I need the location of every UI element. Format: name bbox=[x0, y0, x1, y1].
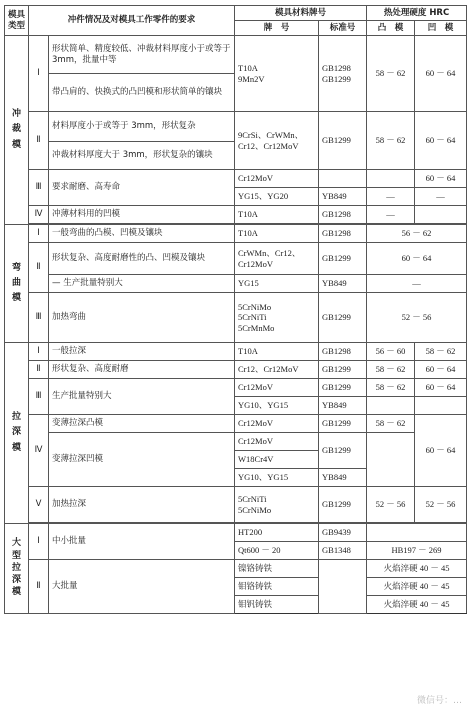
material-cell: CrWMn、Cr12、Cr12MoV bbox=[235, 243, 319, 275]
material-cell: T10A bbox=[235, 225, 319, 243]
group-I: Ⅰ bbox=[29, 343, 49, 361]
hardness-cell bbox=[367, 524, 467, 542]
material-cell: 镍铬铸铁 bbox=[235, 560, 319, 578]
group-IV: Ⅳ bbox=[29, 415, 49, 487]
hardness-cell: — bbox=[367, 275, 467, 293]
hardness-cell: 火焰淬硬 40 － 45 bbox=[367, 560, 467, 578]
material-cell: Cr12MoV bbox=[235, 415, 319, 433]
die-hardness-cell: 60 － 64 bbox=[415, 170, 467, 188]
material-cell: 钼铬铸铁 bbox=[235, 578, 319, 596]
requirement-cell: 中小批量 bbox=[49, 524, 235, 560]
die-hardness-cell bbox=[415, 206, 467, 224]
die-hardness-cell: 52 － 56 bbox=[415, 487, 467, 523]
material-cell: YG15、YG20 bbox=[235, 188, 319, 206]
die-hardness-cell: 60 － 64 bbox=[415, 379, 467, 397]
hardness-cell: 火焰淬硬 40 － 45 bbox=[367, 596, 467, 614]
material-cell: Cr12MoV bbox=[235, 170, 319, 188]
requirement-cell: 形状复杂、高度耐磨 bbox=[49, 361, 235, 379]
punch-hardness-cell bbox=[367, 397, 415, 415]
requirement-cell: 大批量 bbox=[49, 560, 235, 614]
material-cell: Cr12MoV bbox=[235, 379, 319, 397]
requirement-cell: 变薄拉深凸模 bbox=[49, 415, 235, 433]
material-cell: 5CrNiMo 5CrNiTi 5CrMnMo bbox=[235, 293, 319, 343]
group-III: Ⅲ bbox=[29, 170, 49, 206]
standard-cell: YB849 bbox=[319, 397, 367, 415]
material-cell: T10A bbox=[235, 343, 319, 361]
requirement-cell: 形状复杂、高度耐磨性的凸、凹模及镶块 bbox=[49, 243, 235, 275]
standard-cell: YB849 bbox=[319, 275, 367, 293]
die-hardness-cell bbox=[415, 397, 467, 415]
group-V: Ⅴ bbox=[29, 487, 49, 523]
header-standard: 标准号 bbox=[319, 21, 367, 36]
header-punch: 凸 模 bbox=[367, 21, 415, 36]
requirement-cell: 一般弯曲的凸模、凹模及镶块 bbox=[49, 225, 235, 243]
punch-hardness-cell: 58 － 62 bbox=[367, 112, 415, 170]
standard-cell bbox=[319, 560, 367, 614]
punch-hardness-cell: 58 － 62 bbox=[367, 379, 415, 397]
punch-hardness-cell bbox=[367, 433, 415, 487]
punch-hardness-cell: 56 － 60 bbox=[367, 343, 415, 361]
punch-hardness-cell: 58 － 62 bbox=[367, 415, 415, 433]
material-cell: 5CrNiTi 5CrNiMo bbox=[235, 487, 319, 523]
header-hardness: 热处理硬度 HRC bbox=[367, 6, 467, 21]
mold-material-table bbox=[4, 5, 467, 614]
type-drawing-die: 拉 深 模 bbox=[5, 343, 29, 524]
material-cell: HT200 bbox=[235, 524, 319, 542]
requirement-cell: 冲薄材料用的凹模 bbox=[49, 206, 235, 224]
punch-hardness-cell: 58 － 62 bbox=[367, 36, 415, 112]
type-large-drawing-die: 大 型 拉 深 模 bbox=[5, 524, 29, 614]
material-cell: W18Cr4V bbox=[235, 451, 319, 469]
die-hardness-cell: 60 － 64 bbox=[415, 112, 467, 170]
standard-cell: GB1298 bbox=[319, 206, 367, 224]
requirement-cell: 形状简单、精度较低、冲裁材料厚度小于或等于 3mm，批量中等 bbox=[49, 36, 235, 74]
requirement-cell: 加热弯曲 bbox=[49, 293, 235, 343]
hardness-cell: 52 － 56 bbox=[367, 293, 467, 343]
requirement-cell: 冲裁材料厚度大于 3mm，形状复杂的镶块 bbox=[49, 142, 235, 170]
requirement-cell: 要求耐磨、高寿命 bbox=[49, 170, 235, 206]
standard-cell: GB1299 bbox=[319, 379, 367, 397]
die-hardness-cell: 60 － 64 bbox=[415, 361, 467, 379]
standard-cell: GB1299 bbox=[319, 293, 367, 343]
group-II: Ⅱ bbox=[29, 560, 49, 614]
group-IV: Ⅳ bbox=[29, 206, 49, 224]
requirement-cell: 一般拉深 bbox=[49, 343, 235, 361]
standard-cell: GB1299 bbox=[319, 243, 367, 275]
hardness-cell: 60 － 64 bbox=[367, 243, 467, 275]
requirement-cell: 材料厚度小于或等于 3mm，形状复杂 bbox=[49, 112, 235, 142]
group-II: Ⅱ bbox=[29, 243, 49, 293]
standard-cell: GB1298 bbox=[319, 225, 367, 243]
punch-hardness-cell bbox=[367, 170, 415, 188]
standard-cell: GB1299 bbox=[319, 433, 367, 469]
requirement-cell: 带凸肩的、快换式的凸凹模和形状简单的镶块 bbox=[49, 74, 235, 112]
requirement-cell: 生产批量特别大 bbox=[49, 379, 235, 415]
punch-hardness-cell: 52 － 56 bbox=[367, 487, 415, 523]
group-II: Ⅱ bbox=[29, 112, 49, 170]
punch-hardness-cell: — bbox=[367, 188, 415, 206]
material-cell: YG10、YG15 bbox=[235, 397, 319, 415]
standard-cell: YB849 bbox=[319, 469, 367, 487]
header-material: 模具材料牌号 bbox=[235, 6, 367, 21]
material-cell: T10A bbox=[235, 206, 319, 224]
hardness-cell: 56 － 62 bbox=[367, 225, 467, 243]
standard-cell: GB1298 GB1299 bbox=[319, 36, 367, 112]
group-I: Ⅰ bbox=[29, 36, 49, 112]
die-hardness-cell: 58 － 62 bbox=[415, 343, 467, 361]
standard-cell: YB849 bbox=[319, 188, 367, 206]
die-hardness-cell: 60 － 64 bbox=[415, 415, 467, 487]
header-mold-type: 模具类型 bbox=[5, 6, 29, 36]
header-die: 凹 模 bbox=[415, 21, 467, 36]
standard-cell: GB1299 bbox=[319, 361, 367, 379]
standard-cell: GB9439 bbox=[319, 524, 367, 542]
group-III: Ⅲ bbox=[29, 293, 49, 343]
punch-hardness-cell: 58 － 62 bbox=[367, 361, 415, 379]
punch-hardness-cell: — bbox=[367, 206, 415, 224]
standard-cell: GB1299 bbox=[319, 112, 367, 170]
hardness-cell: HB197 － 269 bbox=[367, 542, 467, 560]
type-bending-die: 弯 曲 模 bbox=[5, 225, 29, 343]
material-cell: T10A 9Mn2V bbox=[235, 36, 319, 112]
material-cell: YG15 bbox=[235, 275, 319, 293]
watermark: 微信号：… bbox=[416, 696, 462, 706]
material-cell: Cr12MoV bbox=[235, 433, 319, 451]
requirement-cell: — 生产批量特别大 bbox=[49, 275, 235, 293]
group-III: Ⅲ bbox=[29, 379, 49, 415]
group-I: Ⅰ bbox=[29, 524, 49, 560]
material-cell: 9CrSi、CrWMn、Cr12、Cr12MoV bbox=[235, 112, 319, 170]
standard-cell bbox=[319, 170, 367, 188]
standard-cell: GB1348 bbox=[319, 542, 367, 560]
standard-cell: GB1299 bbox=[319, 415, 367, 433]
material-cell: Cr12、Cr12MoV bbox=[235, 361, 319, 379]
standard-cell: GB1299 bbox=[319, 487, 367, 523]
material-cell: YG10、YG15 bbox=[235, 469, 319, 487]
material-table-container bbox=[4, 5, 466, 614]
material-cell: 钼钒铸铁 bbox=[235, 596, 319, 614]
header-requirements: 冲件情况及对模具工作零件的要求 bbox=[29, 6, 235, 36]
die-hardness-cell: — bbox=[415, 188, 467, 206]
requirement-cell: 变薄拉深凹模 bbox=[49, 433, 235, 487]
group-II: Ⅱ bbox=[29, 361, 49, 379]
type-blanking-die: 冲 裁 模 bbox=[5, 36, 29, 225]
hardness-cell: 火焰淬硬 40 － 45 bbox=[367, 578, 467, 596]
material-cell: Qt600 － 20 bbox=[235, 542, 319, 560]
header-grade: 牌 号 bbox=[235, 21, 319, 36]
group-I: Ⅰ bbox=[29, 225, 49, 243]
die-hardness-cell: 60 － 64 bbox=[415, 36, 467, 112]
standard-cell: GB1298 bbox=[319, 343, 367, 361]
requirement-cell: 加热拉深 bbox=[49, 487, 235, 523]
